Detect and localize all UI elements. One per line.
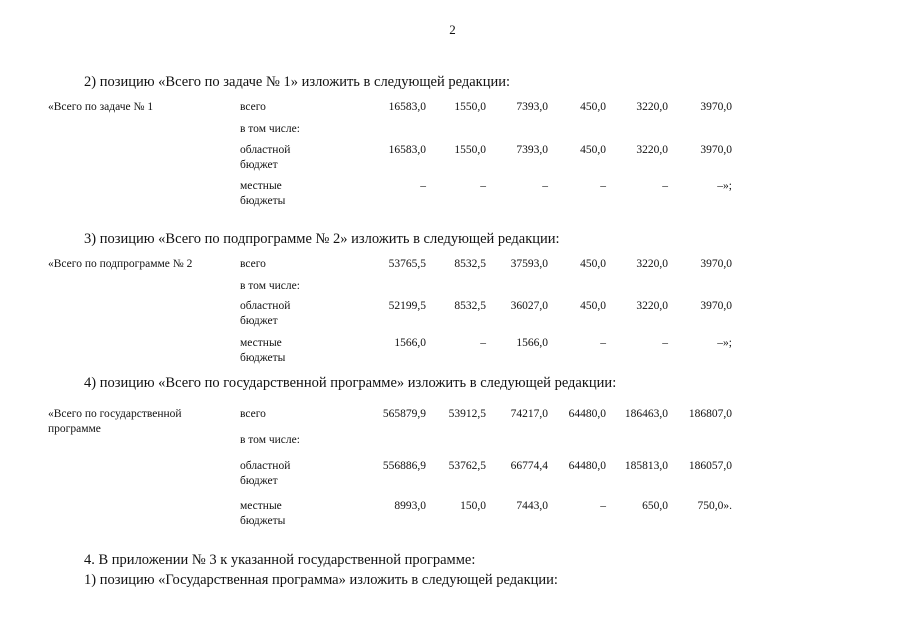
value-cell: 3970,0 [700,101,732,113]
table-row [48,257,732,279]
value-cell: 186057,0 [688,460,732,472]
value-cell: 1566,0 [516,337,548,349]
paragraph-appendix-3: 4. В приложении № 3 к указанной государственной программе: [84,552,476,568]
value-cell: 64480,0 [568,408,606,420]
value-cell: 1566,0 [394,337,426,349]
table-row-name: «Всего по подпрограмме № 2 [48,258,193,270]
value-cell: 53765,5 [388,258,426,270]
value-cell: –»; [717,337,732,349]
value-cell: 7393,0 [516,101,548,113]
value-cell: 7393,0 [516,144,548,156]
row-label: областной бюджет [240,300,291,327]
row-label: в том числе: [240,280,300,292]
value-cell: 8532,5 [454,300,486,312]
value-cell: 1550,0 [454,144,486,156]
budget-table-task-1 [48,100,732,213]
value-cell: – [480,337,486,349]
value-cell: 16583,0 [388,101,426,113]
value-cell: 750,0». [697,500,732,512]
value-cell: 186807,0 [688,408,732,420]
value-cell: – [600,337,606,349]
row-label: всего [240,101,266,113]
value-cell: 36027,0 [510,300,548,312]
table-row [48,179,732,213]
value-cell: –»; [717,180,732,192]
value-cell: 64480,0 [568,460,606,472]
value-cell: 16583,0 [388,144,426,156]
budget-table-state-program [48,407,732,533]
value-cell: 450,0 [580,144,606,156]
value-cell: 7443,0 [516,500,548,512]
value-cell: 650,0 [642,500,668,512]
table-row [48,499,732,533]
value-cell: – [480,180,486,192]
value-cell: 74217,0 [510,408,548,420]
value-cell: 3970,0 [700,300,732,312]
row-label: всего [240,258,266,270]
value-cell: 450,0 [580,101,606,113]
value-cell: 450,0 [580,258,606,270]
value-cell: – [662,180,668,192]
value-cell: 450,0 [580,300,606,312]
value-cell: 185813,0 [624,460,668,472]
row-label: в том числе: [240,123,300,135]
value-cell: – [420,180,426,192]
value-cell: 37593,0 [510,258,548,270]
value-cell: – [600,500,606,512]
table-row [48,299,732,336]
value-cell: 52199,5 [388,300,426,312]
table-row-name: «Всего по государственной программе [48,408,182,435]
value-cell: 3220,0 [636,101,668,113]
row-label: местные бюджеты [240,180,286,207]
value-cell: 8532,5 [454,258,486,270]
table-row [48,407,732,433]
value-cell: 3970,0 [700,144,732,156]
budget-table-subprogram-2 [48,257,732,370]
paragraph-item-3: 3) позицию «Всего по подпрограмме № 2» изложить в следующей редакции: [84,231,560,247]
value-cell: 565879,9 [382,408,426,420]
table-row [48,459,732,499]
value-cell: 53762,5 [448,460,486,472]
row-label: в том числе: [240,434,300,446]
value-cell: 3220,0 [636,144,668,156]
value-cell: 556886,9 [382,460,426,472]
page-number: 2 [449,22,456,37]
paragraph-item-4: 4) позицию «Всего по государственной программе» изложить в следующей редакции: [84,375,617,391]
row-label: областной бюджет [240,460,291,487]
paragraph-item-2: 2) позицию «Всего по задаче № 1» изложить в следующей редакции: [84,74,511,90]
table-row [48,433,708,459]
value-cell: – [600,180,606,192]
value-cell: 3970,0 [700,258,732,270]
table-row [48,336,732,370]
table-row-name: «Всего по задаче № 1 [48,101,154,113]
paragraph-item-1: 1) позицию «Государственная программа» изложить в следующей редакции: [84,572,558,588]
value-cell: 3220,0 [636,258,668,270]
value-cell: 8993,0 [394,500,426,512]
table-row [48,122,708,143]
value-cell: 150,0 [460,500,486,512]
value-cell: 186463,0 [624,408,668,420]
value-cell: – [542,180,548,192]
value-cell: 3220,0 [636,300,668,312]
table-row [48,143,732,179]
value-cell: 1550,0 [454,101,486,113]
table-row [48,100,732,122]
row-label: местные бюджеты [240,337,286,364]
row-label: всего [240,408,266,420]
row-label: областной бюджет [240,144,291,171]
row-label: местные бюджеты [240,500,286,527]
table-row [48,279,708,299]
value-cell: 66774,4 [510,460,548,472]
value-cell: 53912,5 [448,408,486,420]
value-cell: – [662,337,668,349]
